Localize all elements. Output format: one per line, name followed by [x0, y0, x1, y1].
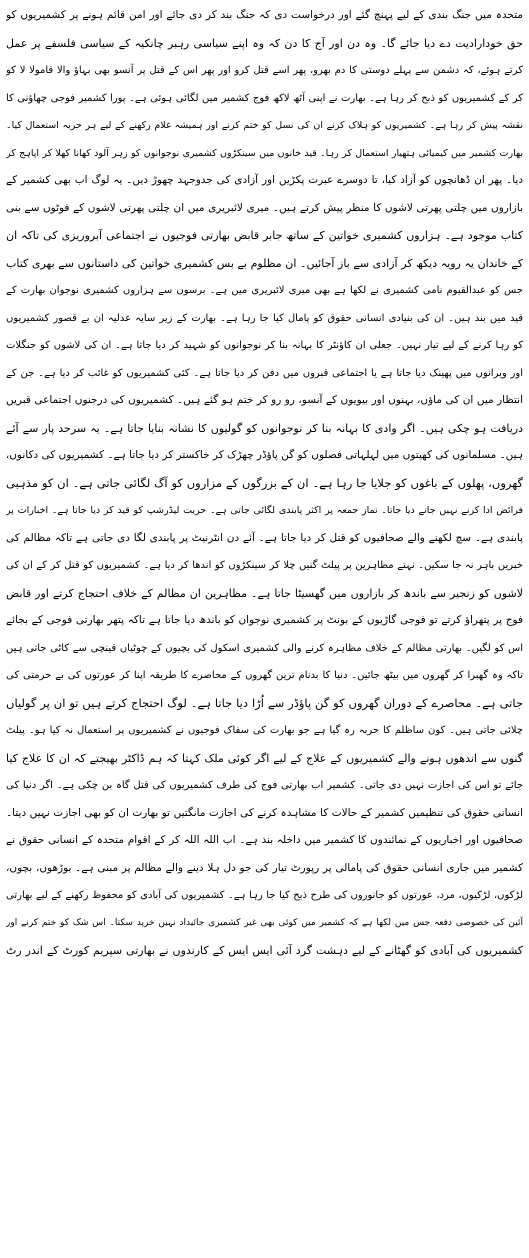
text-line: تاکہ وہ گھبرا کر گھروں میں بیٹھ جائیں۔ دنیا کا بدنام ترین گھروں کے محاصرے کا طریقہ اپنا کر عورتوں کی بے حرمتی کی — [6, 670, 523, 681]
text-line: نقشہ پیش کر رہا ہے۔ کشمیریوں کو ہلاک کرنے ان کی نسل کو ختم کرنے اور ہمیشہ غلام رکھنے کے لیے ہر حربہ استعمال کیا۔ — [6, 120, 523, 131]
text-line: اس کو لگیں۔ بھارتی مظالم کے خلاف مظاہرہ کرنے والی کشمیری اسکول کی بچیوں کے چوٹیاں قینچی سے کاٹی جاتی ہیں — [6, 642, 523, 654]
text-line: متحدہ میں جنگ بندی کے لیے پہنچ گئے اور درخواست دی کہ جنگ بند کر دی جائے اور امن قائم ہونے پر کشمیریوں کو — [6, 9, 523, 21]
text-line: جائے تو اس کی اجازت نہیں دی جاتی۔ کشمیر اب بھارتی فوج کی طرف کشمیریوں کی قتل گاہ بن چکی ہے۔ اگر دنیا کی — [6, 780, 523, 791]
text-line: دریافت ہو چکی ہیں۔ اگر وادی کا بہانہ بنا کر نوجوانوں کو گولیوں کا نشانہ بنایا جاتا ہے۔ یہ سرحد پار سے آئے — [6, 421, 523, 435]
text-line: فوج پر پتھراؤ کرتے تو فوجی گاڑیوں کے بونٹ پر کشمیری نوجوان کو باندھ دیا جاتا ہے تاکہ پتھر بھارتی فوجی کے بجائے — [6, 614, 523, 626]
text-line: حق خودارادیت دے دیا جائے گا۔ وہ دن اور آج کا دن کہ وہ اپنے سیاسی رہبر چانکیہ کے سیاسی فلسفے پر عمل — [6, 36, 523, 50]
text-line: دیا۔ پھر ان ڈھانچوں کو آزاد کیا، تا دوسرے عبرت پکڑیں اور آزادی کی جدوجہد چھوڑ دیں۔ یہ لوگ اب بھی کشمیر کے — [6, 174, 523, 186]
text-line: کشمیر میں جاری انسانی حقوق کی پامالی پر رپورٹ تیار کی جو دل ہلا دینے والے مظالم پر مبنی ہے۔ بوڑھوں، بچوں، — [6, 861, 523, 874]
text-line: پابندی ہے۔ سچ لکھنے والے صحافیوں کو قتل کر دیا جاتا ہے۔ آئے دن انٹرنیٹ پر پابندی لگا دی جاتی ہے تاکہ مظالم کی — [6, 531, 523, 544]
text-line: قید میں بند ہیں۔ ان کی بنیادی انسانی حقوق کو پامال کیا جا رہا ہے۔ بھارت کے زیر سایہ عدلیہ ان بے قصور کشمیریوں — [6, 312, 523, 324]
text-line: ہیں۔ مسلمانوں کی کھیتوں میں لہلہاتی فصلوں کو گن پاؤڈر چھڑک کر خاکستر کر دیا جاتا ہے۔ کشمیریوں کی دکانوں، — [6, 449, 523, 461]
text-line: لاشوں کو زنجیر سے باندھ کر بازاروں میں گھسیٹا جاتا ہے۔ مظاہرین ان مظالم کے خلاف احتجاج کرتے اور قابض — [6, 586, 523, 600]
text-line: کو رہا کرنے کے لیے تیار نہیں۔ جعلی ان کاؤنٹر کا بہانہ بنا کر نوجوانوں کو شہید کر دیا جاتا ہے۔ ان کی لاشوں کو جنگلات — [6, 340, 523, 351]
text-line: کر کے کشمیریوں کو ذبح کر رہا ہے۔ بھارت نے اپنی آٹھ لاکھ فوج کشمیر میں لگائی ہوئی ہے۔ پورا کشمیر فوجی چھاؤنی کا — [6, 92, 523, 104]
text-line: بھارت کشمیر میں کیمیائی ہتھیار استعمال کر رہا۔ قید خانوں میں سینکڑوں کشمیری نوجوانوں کو زہر آلود کھانا کھلا کر اپاہج کر — [6, 147, 523, 159]
text-line: جاتی ہے۔ محاصرے کے دوران گھروں کو گن پاؤڈر سے اُڑا دیا جاتا ہے۔ لوگ احتجاج کرتے ہیں تو ان پر گولیاں — [6, 695, 523, 710]
text-line: خبریں باہر نہ جا سکیں۔ نہتے مظاہرین پر پیلٹ گنیں چلا کر سینکڑوں کو اندھا کر دیا ہے۔ کشمیریوں کو قتل کر کے ان کی — [6, 560, 523, 571]
text-line: صحافیوں اور اخباریوں کے نمائندوں کا کشمیر میں داخلہ بند ہے۔ اب اللہ اللہ کر کے اقوام متحدہ کے انسانی حقوق نے — [6, 834, 523, 846]
text-line: چلائی جاتی ہیں۔ کون ساظلم کا حربہ رہ گیا ہے جو بھارت کی سفاک فوجیوں نے کشمیریوں پر استعمال نہ کیا ہو۔ پیلٹ — [6, 725, 523, 736]
text-line: جس کو عبدالقیوم نامی کشمیری نے لکھا ہے بھی میری لائبریری میں ہے۔ برسوں سے ہزاروں کشمیری نوجوان بھارت کے — [6, 285, 523, 296]
text-line: گھروں، پھلوں کے باغوں کو جلایا جا رہا ہے۔ ان کے بزرگوں کے مزاروں کو آگ لگائی جاتی ہے۔ ان کو مذہبی — [6, 475, 523, 490]
article-body — [6, 2, 523, 965]
text-line: لڑکوں، لڑکیوں، مرد، عورتوں کو جانوروں کی طرح ذبح کیا جا رہا ہے۔ کشمیریوں کی آبادی کو محفوظ رکھنے کے لیے بھارتی — [6, 890, 523, 901]
text-line: فرائض ادا کرنے نہیں جانے دیا جاتا۔ نماز جمعہ پر اکثر پابندی لگائی جاتی ہے۔ حریت لیڈرشپ کو قید کر دیا جاتا ہے۔ اخبارات پر — [6, 505, 523, 516]
text-line: گنوں سے اندھوں ہونے والے کشمیریوں کے علاج کے لیے اگر کوئی ملک کہتا کہ ہم ڈاکٹر بھیجتے کہ ان کا علاج کیا — [6, 751, 523, 765]
text-line: کرتے ہوئے، کہ دشمن سے پہلے دوستی کا دم بھرو، پھر اسے قتل کرو اور پھر اس کے قتل پر آنسو بھی بہاؤ والا فامولا لا کو — [6, 65, 523, 76]
text-line: کشمیریوں کی آبادی کو گھٹانے کے لیے دہشت گرد آئی ایس ایس کے کارندوں نے بھارتی سپریم کورٹ کے اندر رٹ — [6, 944, 523, 957]
text-line: کتاب موجود ہے۔ ہزاروں کشمیری خواتین کے ساتھ جابر قابض بھارتی فوجیوں نے اجتماعی آبروریزی کی تاکہ ان — [6, 229, 523, 242]
text-line: انسانی حقوق کی تنظیمیں کشمیر کے حالات کا مشاہدہ کرنے کی اجازت مانگتیں تو بھارت ان کو بھی اجازت نہیں دیتا۔ — [6, 806, 523, 819]
text-line: اور ویرانوں میں پھینک دیا جاتا ہے یا اجتماعی قبروں میں دفن کر دیا جاتا ہے۔ کئی کشمیریوں کو غائب کر دیا ہے۔ جن کے — [6, 367, 523, 379]
text-line: کے خاندان یہ رویہ دیکھ کر آزادی سے باز آجائیں۔ ان مظلوم بے بس کشمیری خواتین کی داستانوں سے بھری کتاب — [6, 256, 523, 270]
text-line: آئین کی خصوصی دفعہ جس میں لکھا ہے کہ کشمیر میں کوئی بھی غیر کشمیری جائیداد نہیں خرید سکتا۔ اس شک کو ختم کرنے اور — [6, 917, 523, 928]
text-line: بازاروں میں چلتی پھرتی لاشوں کا منظر پیش کرتے ہیں۔ میری لائبریری میں ان چلتی پھرتی لاشوں کے فوٹوں سے بنی — [6, 201, 523, 214]
text-line: انتظار میں ان کی ماؤں، بہنوں اور بیویوں کے آنسو، رو رو کر ختم ہو گئے ہیں۔ کشمیریوں کی درجنوں اجتماعی قبریں — [6, 394, 523, 406]
